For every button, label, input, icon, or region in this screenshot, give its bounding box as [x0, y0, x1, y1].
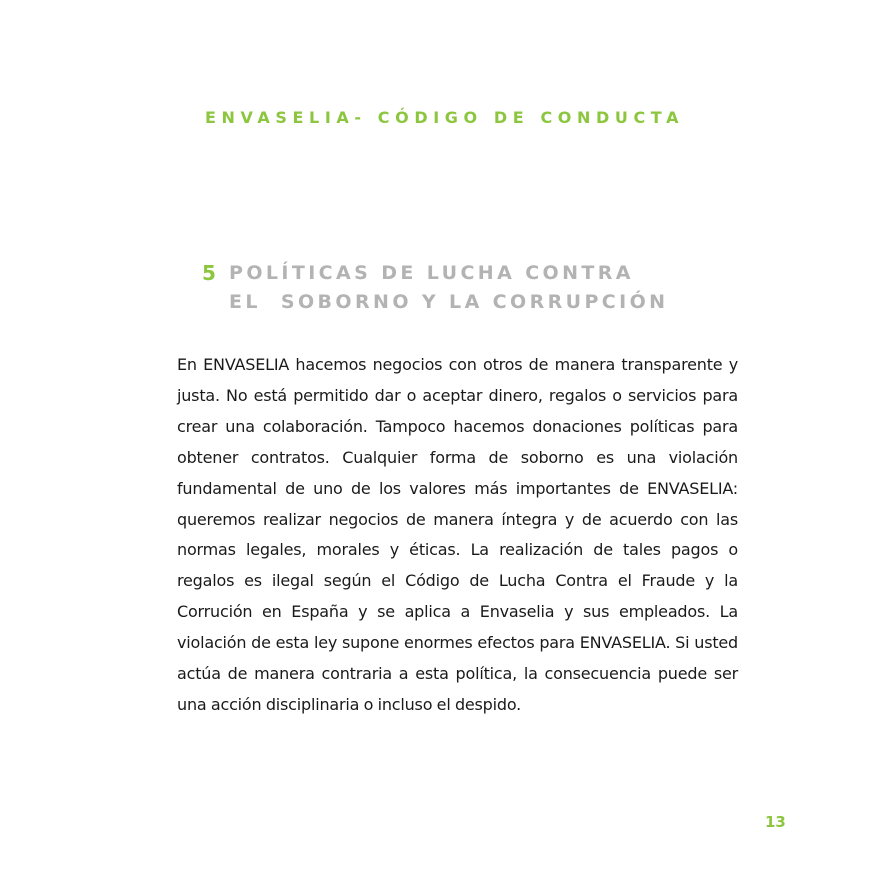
section-heading: [202, 259, 668, 317]
body-paragraph: En ENVASELIA hacemos negocios con otros de manera transparente y justa. No está permitido dar o aceptar dinero, regalos o servicios para crear una colaboración. Tampoco hacemos donaciones políticas para obtener contratos. Cualquier forma de soborno es una violación fundamental de uno de los valores más importantes de ENVASELIA: queremos realizar negocios de manera íntegra y de acuerdo con las normas legales, morales y éticas. La realización de tales pagos o regalos es ilegal según el Código de Lucha Contra el Fraude y la Corrución en España y se aplica a Envaselia y sus empleados. La violación de esta ley supone enormes efectos para ENVASELIA. Si usted actúa de manera contraria a esta política, la consecuencia puede ser una acción disciplinaria o incluso el despido.: [177, 355, 738, 714]
page-number: 13: [765, 813, 786, 831]
section-title-line-2: EL SOBORNO Y LA CORRUPCIÓN: [229, 291, 669, 313]
document-header: ENVASELIA- CÓDIGO DE CONDUCTA: [205, 108, 685, 127]
section-title: [229, 259, 668, 317]
section-number: 5: [202, 261, 216, 285]
section-title-line-1: POLÍTICAS DE LUCHA CONTRA: [229, 262, 634, 284]
